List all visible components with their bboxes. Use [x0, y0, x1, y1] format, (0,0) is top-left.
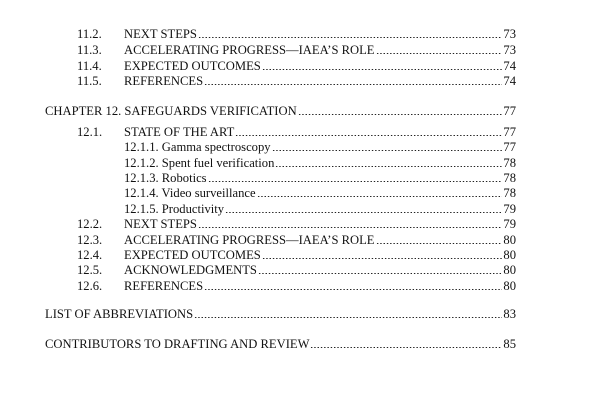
page-number: 78 [503, 186, 516, 200]
dot-leader [225, 202, 502, 213]
section-title: ACCELERATING PROGRESS—IAEA’S ROLE [124, 233, 375, 247]
subsection-title: 12.1.5. Productivity [124, 202, 225, 216]
toc-list-of-abbreviations[interactable] [45, 307, 516, 322]
subsection-title: 12.1.1. Gamma spectroscopy [124, 140, 271, 154]
dot-leader [272, 140, 503, 151]
section-title: STATE OF THE ART [124, 125, 235, 139]
dot-leader [275, 156, 502, 167]
subsection-title: 12.1.4. Video surveillance [124, 186, 256, 200]
page-number: 77 [503, 125, 516, 139]
dot-leader [204, 279, 502, 290]
section-number: 11.2. [77, 27, 102, 41]
section-title: NEXT STEPS [124, 217, 197, 231]
page-number: 79 [503, 202, 516, 216]
page-number: 73 [503, 43, 516, 57]
toc-entry-12-4[interactable] [77, 248, 516, 263]
toc-entry-12-1-3[interactable] [124, 171, 516, 186]
page-number: 80 [503, 263, 516, 277]
section-title: ACKNOWLEDGMENTS [124, 263, 257, 277]
page-number: 83 [503, 307, 516, 321]
page-number: 79 [503, 217, 516, 231]
section-number: 11.3. [77, 43, 102, 57]
section-number: 12.2. [77, 217, 103, 231]
section-number: 12.6. [77, 279, 103, 293]
toc-entry-12-1-4[interactable] [124, 186, 516, 201]
chapter-title: CHAPTER 12. SAFEGUARDS VERIFICATION [45, 104, 297, 118]
section-title: ACCELERATING PROGRESS—IAEA’S ROLE [124, 43, 375, 57]
dot-leader [194, 307, 502, 318]
page-number: 77 [503, 140, 516, 154]
section-title: NEXT STEPS [124, 27, 197, 41]
section-number: 12.1. [77, 125, 103, 139]
dot-leader [376, 233, 503, 244]
dot-leader [298, 104, 503, 115]
subsection-title: 12.1.3. Robotics [124, 171, 207, 185]
page-number: 85 [503, 337, 516, 351]
toc-entry-12-1-2[interactable] [124, 156, 516, 171]
dot-leader [310, 337, 502, 348]
section-number: 12.5. [77, 263, 103, 277]
entry-title: LIST OF ABBREVIATIONS [45, 307, 194, 321]
section-number: 11.4. [77, 59, 102, 73]
toc-entry-12-1[interactable] [77, 125, 516, 140]
section-number: 12.3. [77, 233, 103, 247]
page-number: 73 [503, 27, 516, 41]
page-number: 80 [503, 233, 516, 247]
subsection-title: 12.1.2. Spent fuel verification [124, 156, 275, 170]
section-title: REFERENCES [124, 74, 204, 88]
dot-leader [198, 217, 503, 228]
section-title: EXPECTED OUTCOMES [124, 248, 261, 262]
toc-entry-12-2[interactable] [77, 217, 516, 232]
dot-leader [262, 59, 503, 70]
dot-leader [258, 263, 502, 274]
page-number: 78 [503, 171, 516, 185]
toc-entry-12-6[interactable] [77, 279, 516, 294]
section-number: 12.4. [77, 248, 103, 262]
dot-leader [208, 171, 503, 182]
page-number: 80 [503, 248, 516, 262]
toc-entry-11-3[interactable] [77, 43, 516, 58]
page-number: 80 [503, 279, 516, 293]
toc-entry-11-4[interactable] [77, 59, 516, 74]
page-number: 78 [503, 156, 516, 170]
page-number: 77 [503, 104, 516, 118]
section-number: 11.5. [77, 74, 102, 88]
page-number: 74 [503, 59, 516, 73]
dot-leader [204, 74, 502, 85]
dot-leader [235, 125, 502, 136]
toc-entry-11-2[interactable] [77, 27, 516, 42]
toc-entry-12-1-1[interactable] [124, 140, 516, 155]
section-title: REFERENCES [124, 279, 204, 293]
dot-leader [262, 248, 503, 259]
dot-leader [198, 27, 503, 38]
toc-contributors[interactable] [45, 337, 516, 352]
dot-leader [376, 43, 503, 54]
toc-chapter-12[interactable] [45, 104, 516, 119]
toc-entry-12-1-5[interactable] [124, 202, 516, 217]
toc-entry-11-5[interactable] [77, 74, 516, 89]
dot-leader [257, 186, 503, 197]
toc-entry-12-3[interactable] [77, 233, 516, 248]
toc-entry-12-5[interactable] [77, 263, 516, 278]
section-title: EXPECTED OUTCOMES [124, 59, 261, 73]
page-number: 74 [503, 74, 516, 88]
entry-title: CONTRIBUTORS TO DRAFTING AND REVIEW [45, 337, 310, 351]
